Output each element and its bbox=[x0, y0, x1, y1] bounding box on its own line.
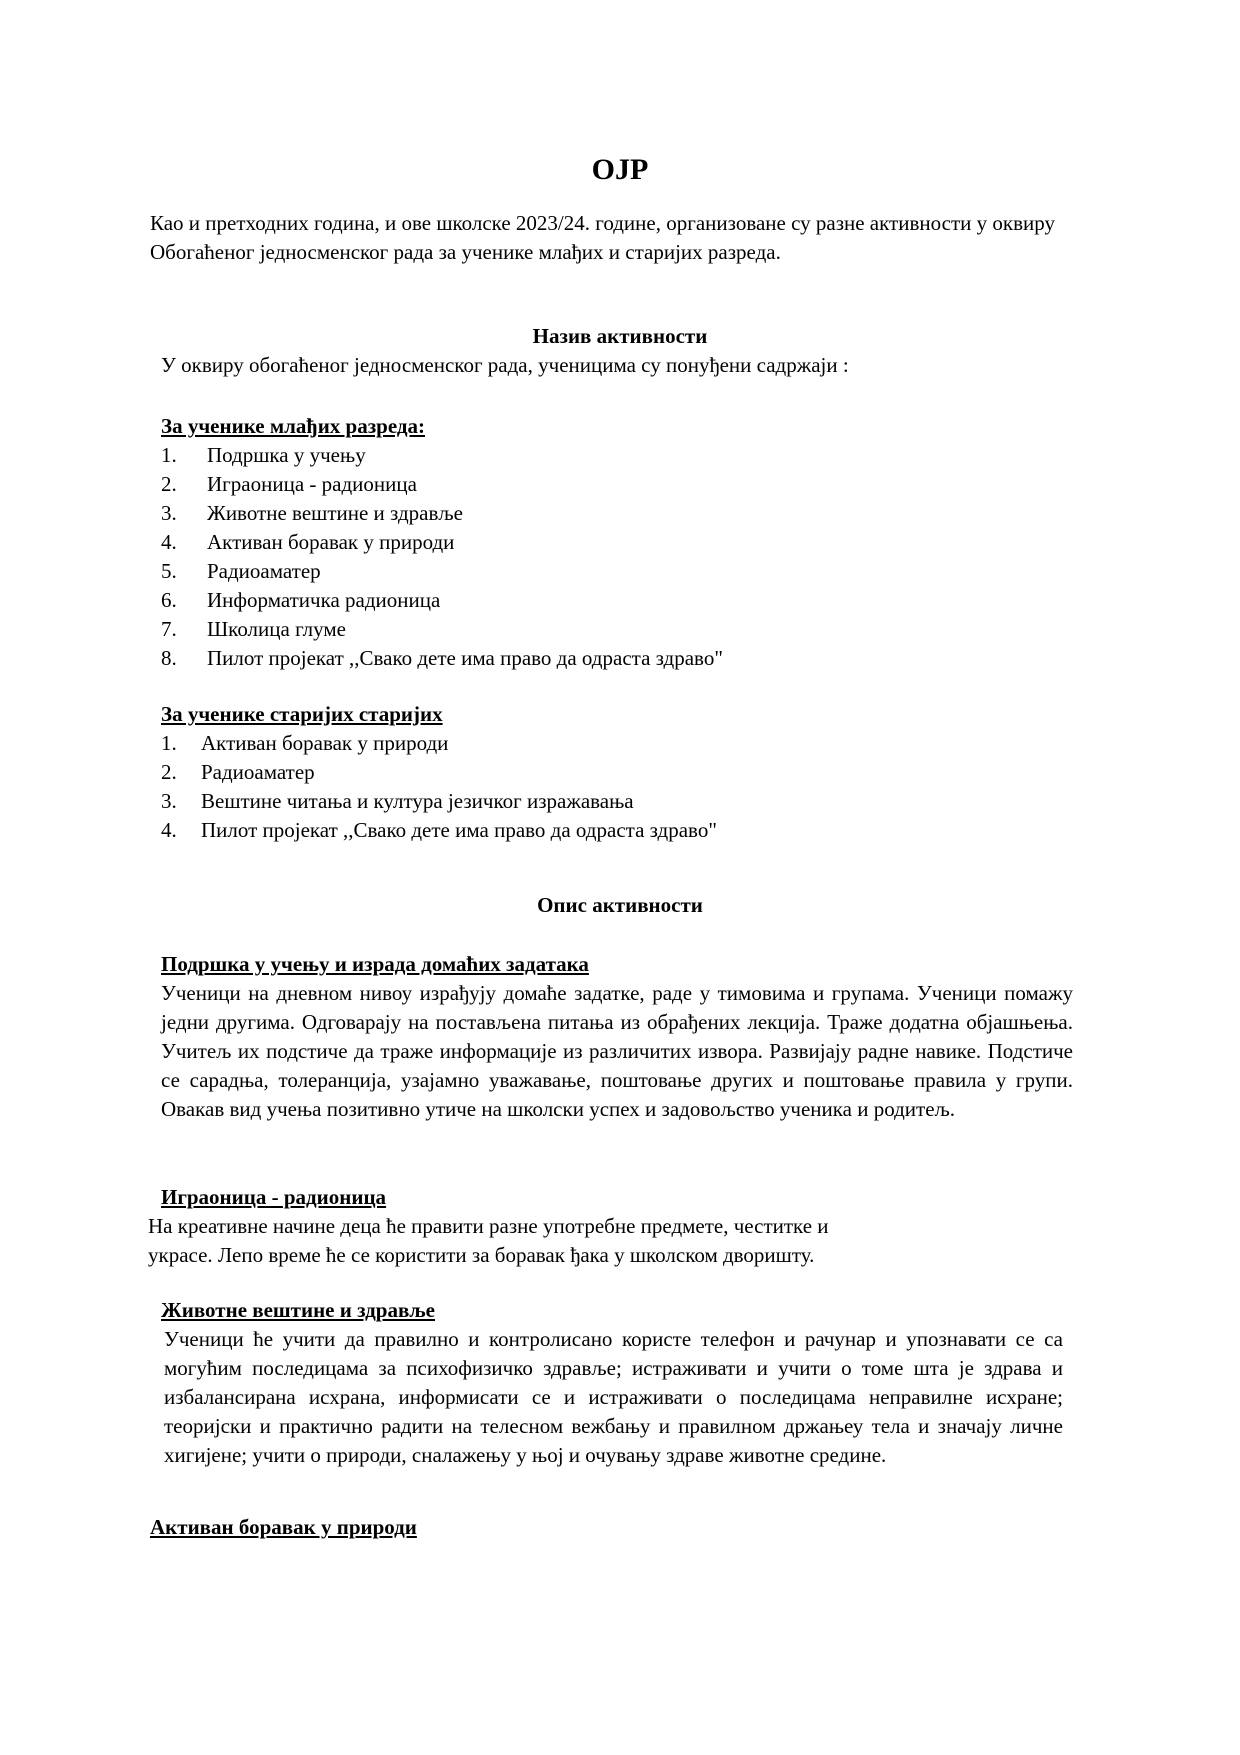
nature-section bbox=[150, 1513, 1062, 1542]
life-skills-text: Ученици ће учити да правилно и контролисано користе телефон и рачунар и упознавати се са могућим последицама за психофизичко здравље; истраживати и учити о томе шта је здрава и избалансирана исхрана, информисати се и истраживати о последицама неправилне исхране; теоријски и практично радити на телесном вежбању и правилном држањеу тела и значају личне хигијене; учити о природи, сналажењу у њој и очувању здраве животне средине. bbox=[164, 1327, 1063, 1467]
list-item-number: 1. bbox=[161, 731, 177, 755]
life-skills-section bbox=[161, 1296, 1063, 1470]
list-item-number: 1. bbox=[161, 443, 177, 467]
list-item-label: Вештине читања и култура језичког изражавања bbox=[201, 789, 634, 813]
older-grades-section bbox=[161, 700, 1061, 845]
younger-grades-heading: За ученике млађих разреда: bbox=[161, 414, 426, 438]
list-item-number: 5. bbox=[161, 559, 177, 583]
workshop-text-line1: На креативне начине деца ће правити разне употребне предмете, честитке и bbox=[148, 1214, 829, 1238]
list-item bbox=[161, 441, 1061, 470]
list-item bbox=[161, 557, 1061, 586]
workshop-heading: Играоница - радионица bbox=[161, 1185, 387, 1209]
list-item-label: Активан боравак у природи bbox=[201, 731, 449, 755]
list-item-number: 2. bbox=[161, 472, 177, 496]
list-item bbox=[161, 528, 1061, 557]
list-item-label: Информатичка радионица bbox=[207, 588, 441, 612]
list-item-number: 4. bbox=[161, 818, 177, 842]
workshop-text-block bbox=[148, 1212, 1088, 1270]
list-item-number: 3. bbox=[161, 789, 177, 813]
list-item bbox=[161, 787, 1061, 816]
support-section bbox=[161, 950, 1073, 1124]
older-grades-list bbox=[161, 729, 1061, 845]
list-item-label: Играоница - радионица bbox=[207, 472, 417, 496]
list-item-number: 4. bbox=[161, 530, 177, 554]
list-item-label: Животне вештине и здравље bbox=[207, 501, 463, 525]
support-heading: Подршка у учењу и израда домаћих задатака bbox=[161, 952, 589, 976]
list-item-number: 7. bbox=[161, 617, 177, 641]
list-item-label: Пилот пројекат ,,Свако дете има право да одраста здраво" bbox=[207, 646, 723, 670]
list-item-number: 8. bbox=[161, 646, 177, 670]
list-item bbox=[161, 470, 1061, 499]
younger-grades-list bbox=[161, 441, 1061, 673]
intro-text: Као и претходних година, и ове школске 2023/24. године, организоване су разне активности у оквиру Обогаћеног једносменског рада за ученике млађих и старијих разреда. bbox=[150, 211, 1055, 264]
list-item-label: Радиоаматер bbox=[201, 760, 315, 784]
list-item bbox=[161, 586, 1061, 615]
document-title: ОЈР bbox=[591, 153, 649, 186]
list-item bbox=[161, 816, 1061, 845]
list-item bbox=[161, 644, 1061, 673]
workshop-text-line2: украсе. Лепо време ће се користити за боравак ђака у школском дворишту. bbox=[148, 1243, 815, 1267]
list-item-label: Школица глуме bbox=[207, 617, 346, 641]
list-item bbox=[161, 499, 1061, 528]
intro-paragraph bbox=[150, 209, 1070, 267]
activities-intro: У оквиру обогаћеног једносменског рада, ученицима су понуђени садржаји : bbox=[161, 353, 849, 377]
list-item-label: Пилот пројекат ,,Свако дете има право да одраста здраво" bbox=[201, 818, 717, 842]
list-item-label: Активан боравак у природи bbox=[207, 530, 455, 554]
nature-heading: Активан боравак у природи bbox=[150, 1515, 417, 1539]
description-heading: Опис активности bbox=[537, 893, 703, 917]
younger-grades-section bbox=[161, 412, 1061, 673]
life-skills-heading: Животне вештине и здравље bbox=[161, 1298, 435, 1322]
activities-heading: Назив активности bbox=[532, 324, 708, 348]
list-item-number: 2. bbox=[161, 760, 177, 784]
list-item-label: Подршка у учењу bbox=[207, 443, 366, 467]
list-item-number: 3. bbox=[161, 501, 177, 525]
list-item bbox=[161, 729, 1061, 758]
list-item-label: Радиоаматер bbox=[207, 559, 321, 583]
workshop-heading-block bbox=[161, 1183, 1073, 1212]
older-grades-heading: За ученике старијих старијих bbox=[161, 702, 443, 726]
support-text: Ученици на дневном нивоу израђују домаће задатке, раде у тимовима и групама. Ученици помажу једни другима. Одговарају на постављена питања из обрађених лекција. Траже додатна објашњења. Учитељ их подстиче да траже информације из различитих извора. Развијају радне навике. Подстиче се сарадња, толеранција, узајамно уважавање, поштовање других и поштовање правила у групи. Овакав вид учења позитивно утиче на школски успех и задовољство ученика и родитељ. bbox=[161, 981, 1073, 1121]
list-item bbox=[161, 615, 1061, 644]
list-item-number: 6. bbox=[161, 588, 177, 612]
list-item bbox=[161, 758, 1061, 787]
